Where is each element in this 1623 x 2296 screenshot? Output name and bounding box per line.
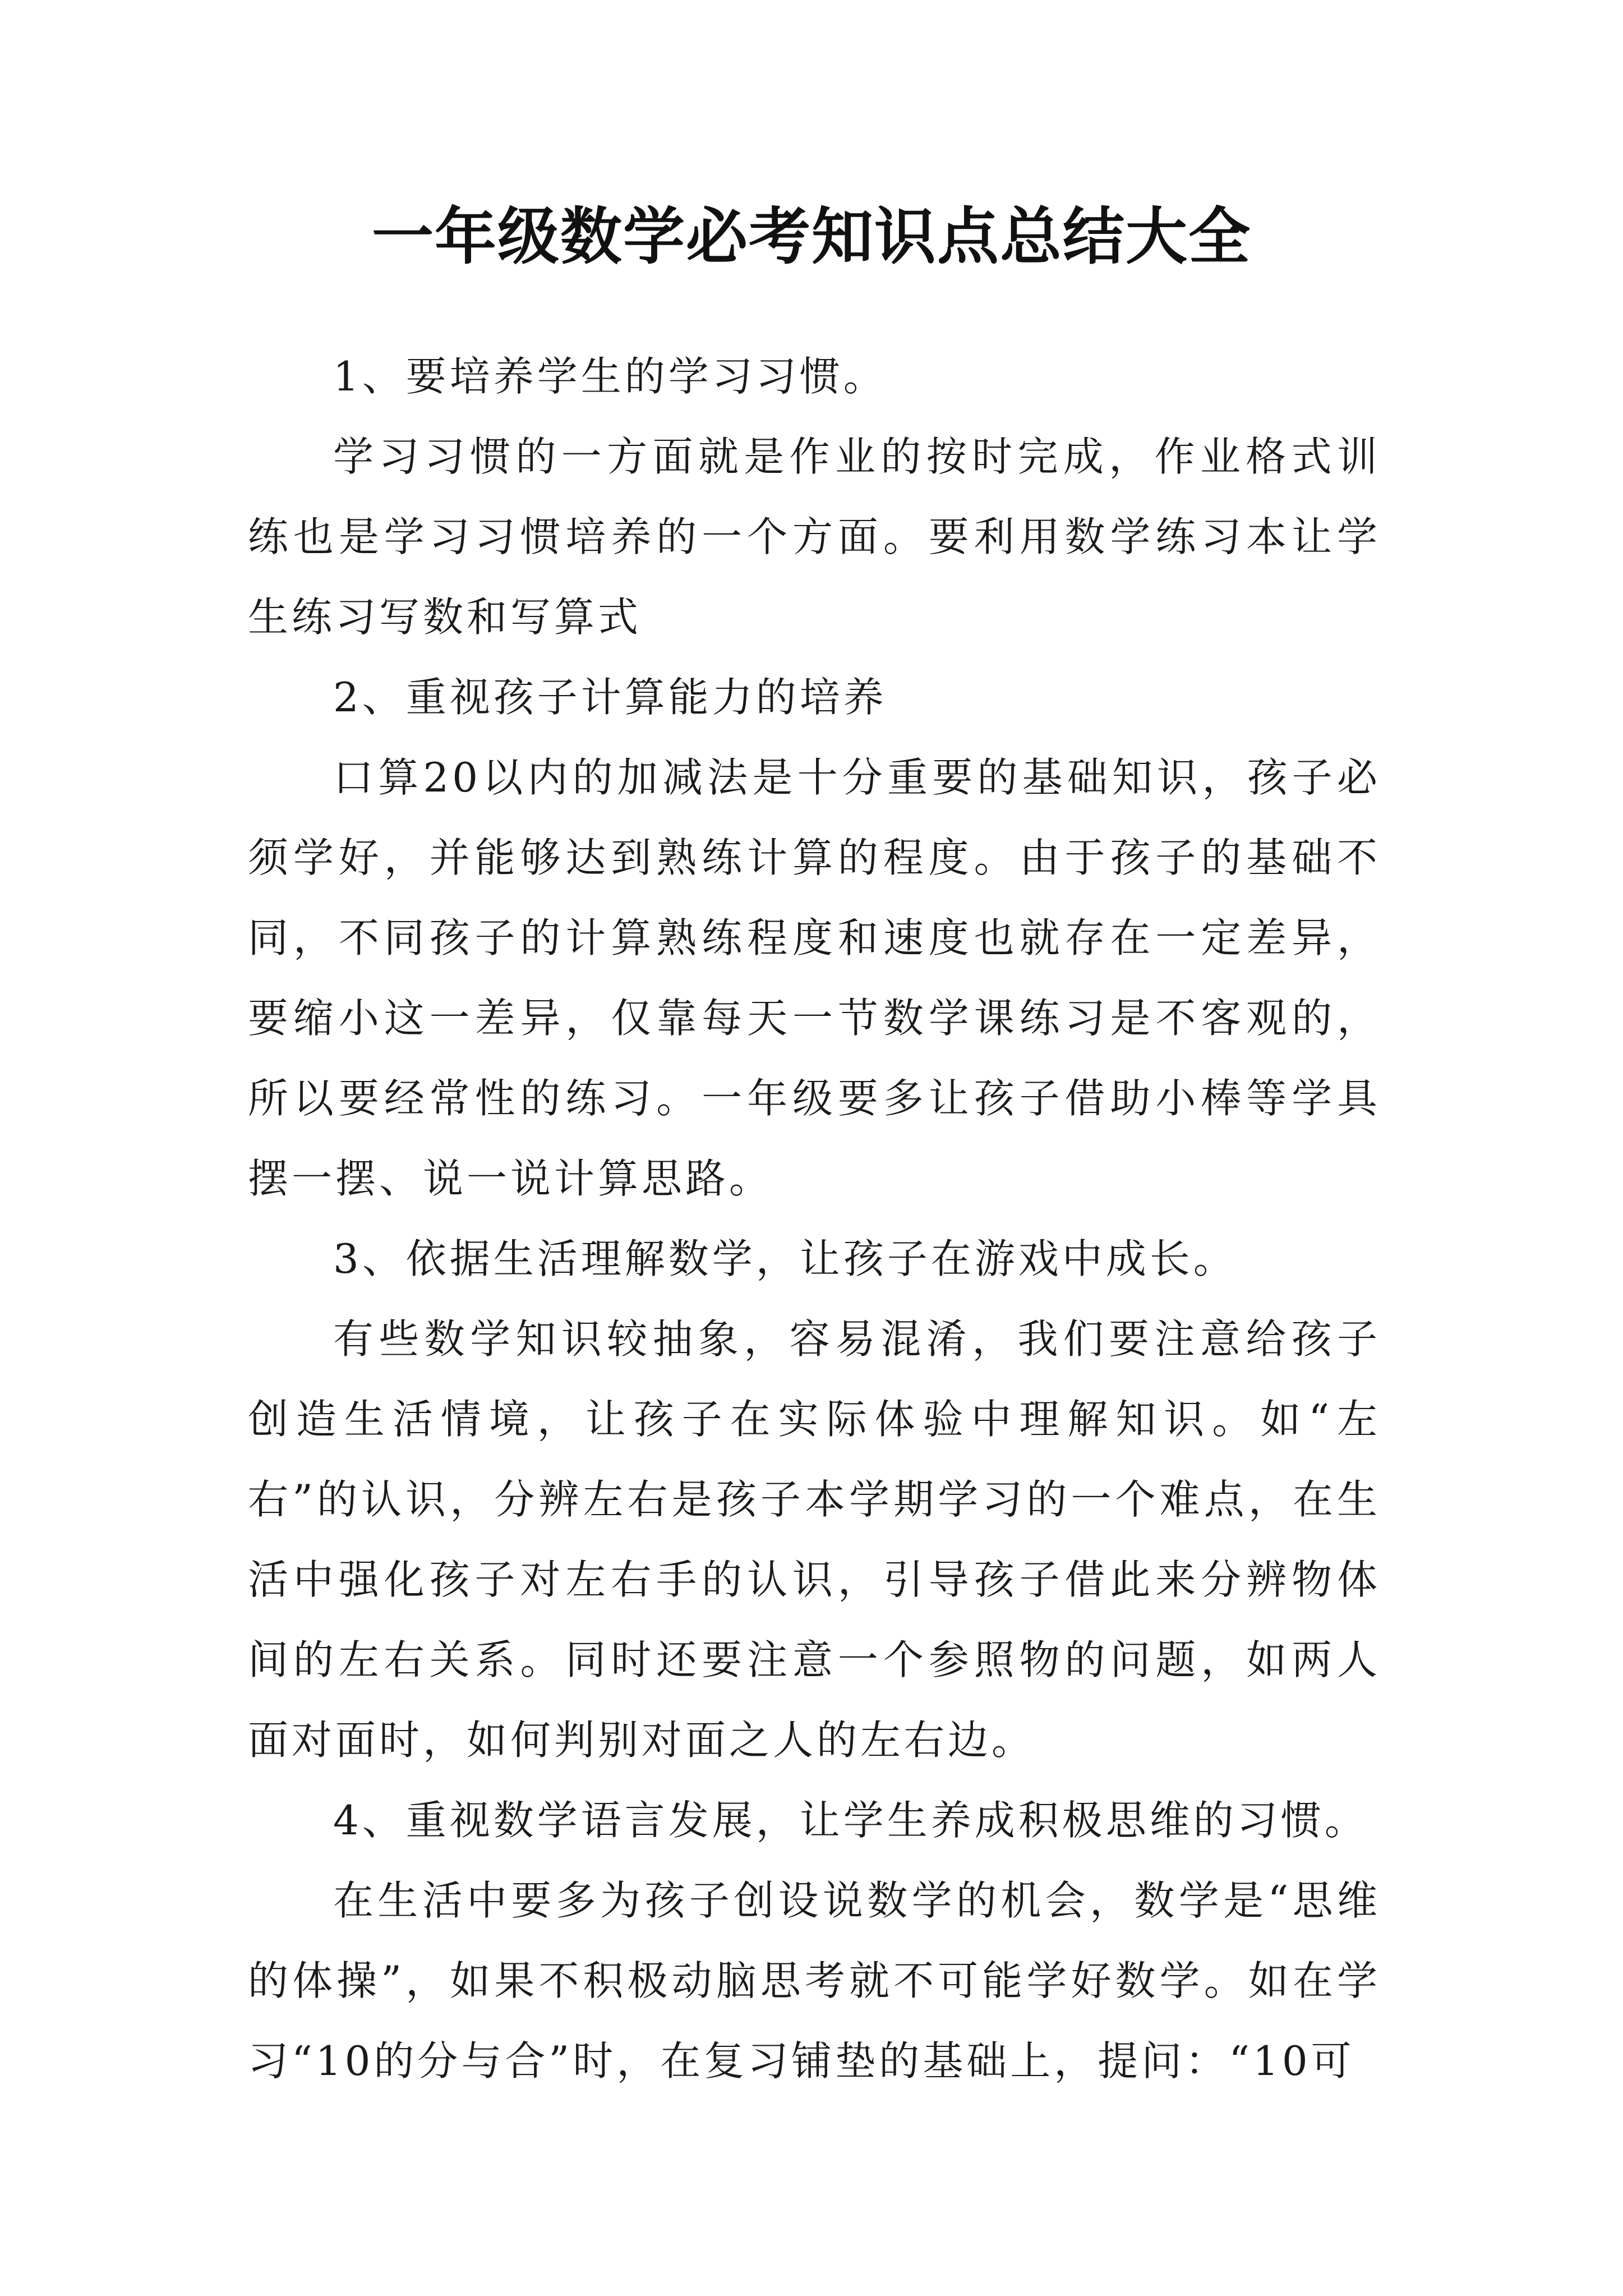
paragraph-3: 有些数学知识较抽象，容易混淆，我们要注意给孩子创造生活情境，让孩子在实际体验中理解知识。如“左右”的认识，分辨左右是孩子本学期学习的一个难点，在生活中强化孩子对左右手的认识，引导孩子借此来分辨物体间的左右关系。同时还要注意一个参照物的问题，如两人面对面时，如何判别对面之人的左右边。 — [248, 1315, 1381, 1764]
section-heading-3: 3、依据生活理解数学，让孩子在游戏中成长。 — [333, 1235, 1237, 1282]
section-heading-4: 4、重视数学语言发展，让学生养成积极思维的习惯。 — [333, 1797, 1368, 1844]
paragraph-2: 口算20以内的加减法是十分重要的基础知识，孩子必须学好，并能够达到熟练计算的程度。由于孩子的基础不同，不同孩子的计算熟练程度和速度也就存在一定差异，要缩小这一差异，仅靠每天一节数学课练习是不客观的，所以要经常性的练习。一年级要多让孩子借助小棒等学具摆一摆、说一说计算思路。 — [248, 754, 1381, 1202]
section-heading-2: 2、重视孩子计算能力的培养 — [333, 674, 887, 721]
section-heading-1: 1、要培养学生的学习习惯。 — [333, 353, 887, 400]
document-body — [248, 337, 1381, 2101]
paragraph-1: 学习习惯的一方面就是作业的按时完成，作业格式训练也是学习习惯培养的一个方面。要利用数学练习本让学生练习写数和写算式 — [248, 433, 1381, 641]
document-title: 一年级数学必考知识点总结大全 — [372, 200, 1251, 273]
paragraph-4: 在生活中要多为孩子创设说数学的机会，数学是“思维的体操”，如果不积极动脑思考就不可能学好数学。如在学习“10的分与合”时，在复习铺垫的基础上，提问：“10可 — [248, 1877, 1381, 2085]
